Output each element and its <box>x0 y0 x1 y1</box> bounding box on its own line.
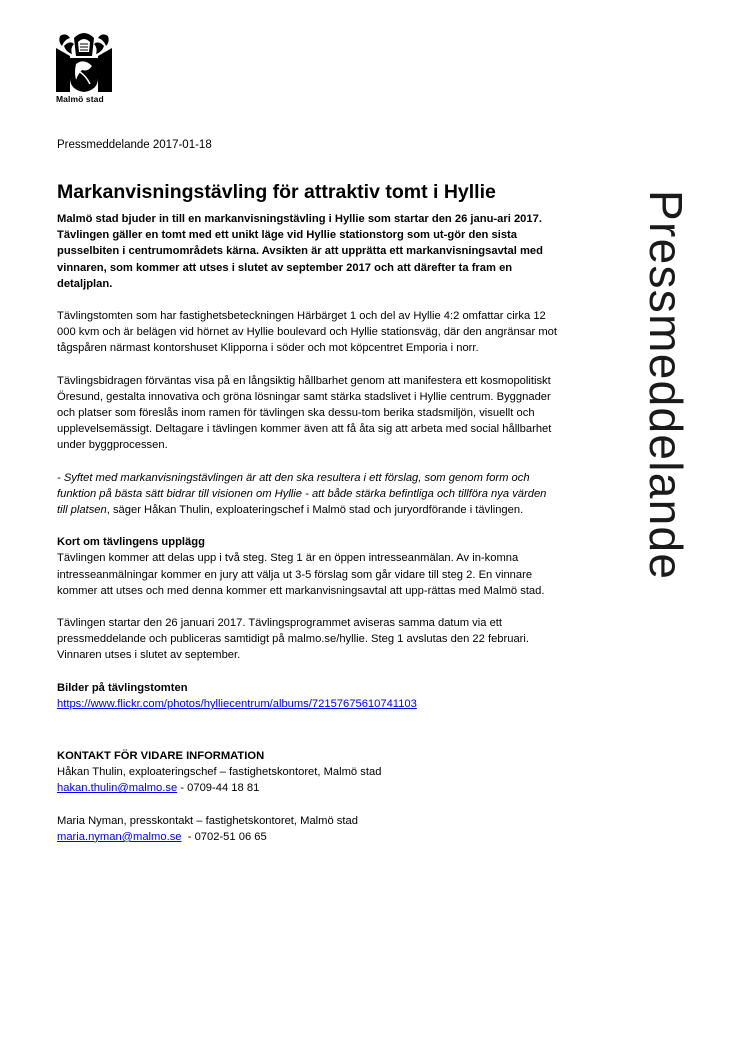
contact-email-2-link[interactable]: maria.nyman@malmo.se <box>57 830 182 843</box>
contact-block-2 <box>57 813 557 845</box>
quote-italic-text: - Syftet med markanvisningstävlingen är att den ska resultera i ett förslag, som genom form och funktion på bästa sätt bidrar till visionen om Hyllie - att både stärka befintliga och tillföra nya värden till platsen <box>57 471 547 517</box>
coat-of-arms-graphic <box>56 28 118 94</box>
article-body <box>57 180 557 861</box>
section-images <box>57 680 557 712</box>
paragraph-site-description: Tävlingstomten som har fastighetsbeteckningen Härbärget 1 och del av Hyllie 4:2 omfattar cirka 12 000 kvm och är belägen vid hörnet av Hyllie boulevard och Hyllie stationsväg, där den angränsar mot tågspåren närmast kontorshuset Klipporna i söder och mot köpcentret Emporia i norr. <box>57 310 557 355</box>
contact-person-1: Håkan Thulin, exploateringschef – fastighetskontoret, Malmö stad <box>57 766 382 779</box>
quote-attribution: , säger Håkan Thulin, exploateringschef i Malmö stad och juryordförande i tävlingen. <box>106 504 524 517</box>
section-competition-setup <box>57 534 557 599</box>
vertical-press-label: Pressmeddelande <box>640 190 692 581</box>
contact-block-1 <box>57 748 557 797</box>
contact-email-1-link[interactable]: hakan.thulin@malmo.se <box>57 782 178 795</box>
paragraph-sustainability: Tävlingsbidragen förväntas visa på en långsiktig hållbarhet genom att manifestera ett kosmopolitiskt Öresund, gestalta innovativa och gröna lösningar samt stärka stadslivet i Hyllie centrum. Byggnader och platser som föreslås inom ramen för tävlingen ska dessu-tom berika stadsmiljön, visuellt och upplevelsemässigt. Deltagare i tävlingen kommer även att få åta sig att arbeta med social hållbarhet under byggprocessen. <box>57 374 552 452</box>
contact-phone-2: - 0702-51 06 65 <box>181 830 267 843</box>
flickr-album-link[interactable]: https://www.flickr.com/photos/hylliecentrum/albums/72157675610741103 <box>57 697 417 710</box>
lead-paragraph: Malmö stad bjuder in till en markanvisningstävling i Hyllie som startar den 26 janu-ari 2017. Tävlingen gäller en tomt med ett unikt läge vid Hyllie stationstorg som ut-gör den sista pusselbiten i centrumområdets kärna. Avsikten är att upprätta ett markanvisningsavtal med vinnaren, som kommer att utses i slutet av september 2017 och att därefter ta fram en detaljplan. <box>57 213 543 290</box>
section-body-setup: Tävlingen kommer att delas upp i två steg. Steg 1 är en öppen intresseanmälan. Av in-komna intresseanmälningar kommer en jury att välja ut 3-5 förslag som går vidare till steg 2. En vinnare kommer att utses och med denna kommer ett markanvisningsavtal att upp-rättas med Malmö stad. <box>57 552 545 597</box>
section-heading-images: Bilder på tävlingstomten <box>57 681 188 694</box>
contact-person-2: Maria Nyman, presskontakt – fastighetskontoret, Malmö stad <box>57 814 358 827</box>
logo-wordmark: Malmö stad <box>56 94 104 104</box>
paragraph-quote <box>57 470 557 519</box>
paragraph-schedule: Tävlingen startar den 26 januari 2017. Tävlingsprogrammet aviseras samma datum via ett pressmeddelande och publiceras samtidigt på malmo.se/hyllie. Steg 1 avslutas den 22 februari. Vinnaren utses i slutet av september. <box>57 617 529 662</box>
section-heading-setup: Kort om tävlingens upplägg <box>57 536 205 549</box>
press-release-date: Pressmeddelande 2017-01-18 <box>57 139 212 151</box>
contact-phone-1: - 0709-44 18 81 <box>177 782 260 795</box>
page-title: Markanvisningstävling för attraktiv tomt i Hyllie <box>57 181 496 203</box>
contact-heading: KONTAKT FÖR VIDARE INFORMATION <box>57 750 265 763</box>
